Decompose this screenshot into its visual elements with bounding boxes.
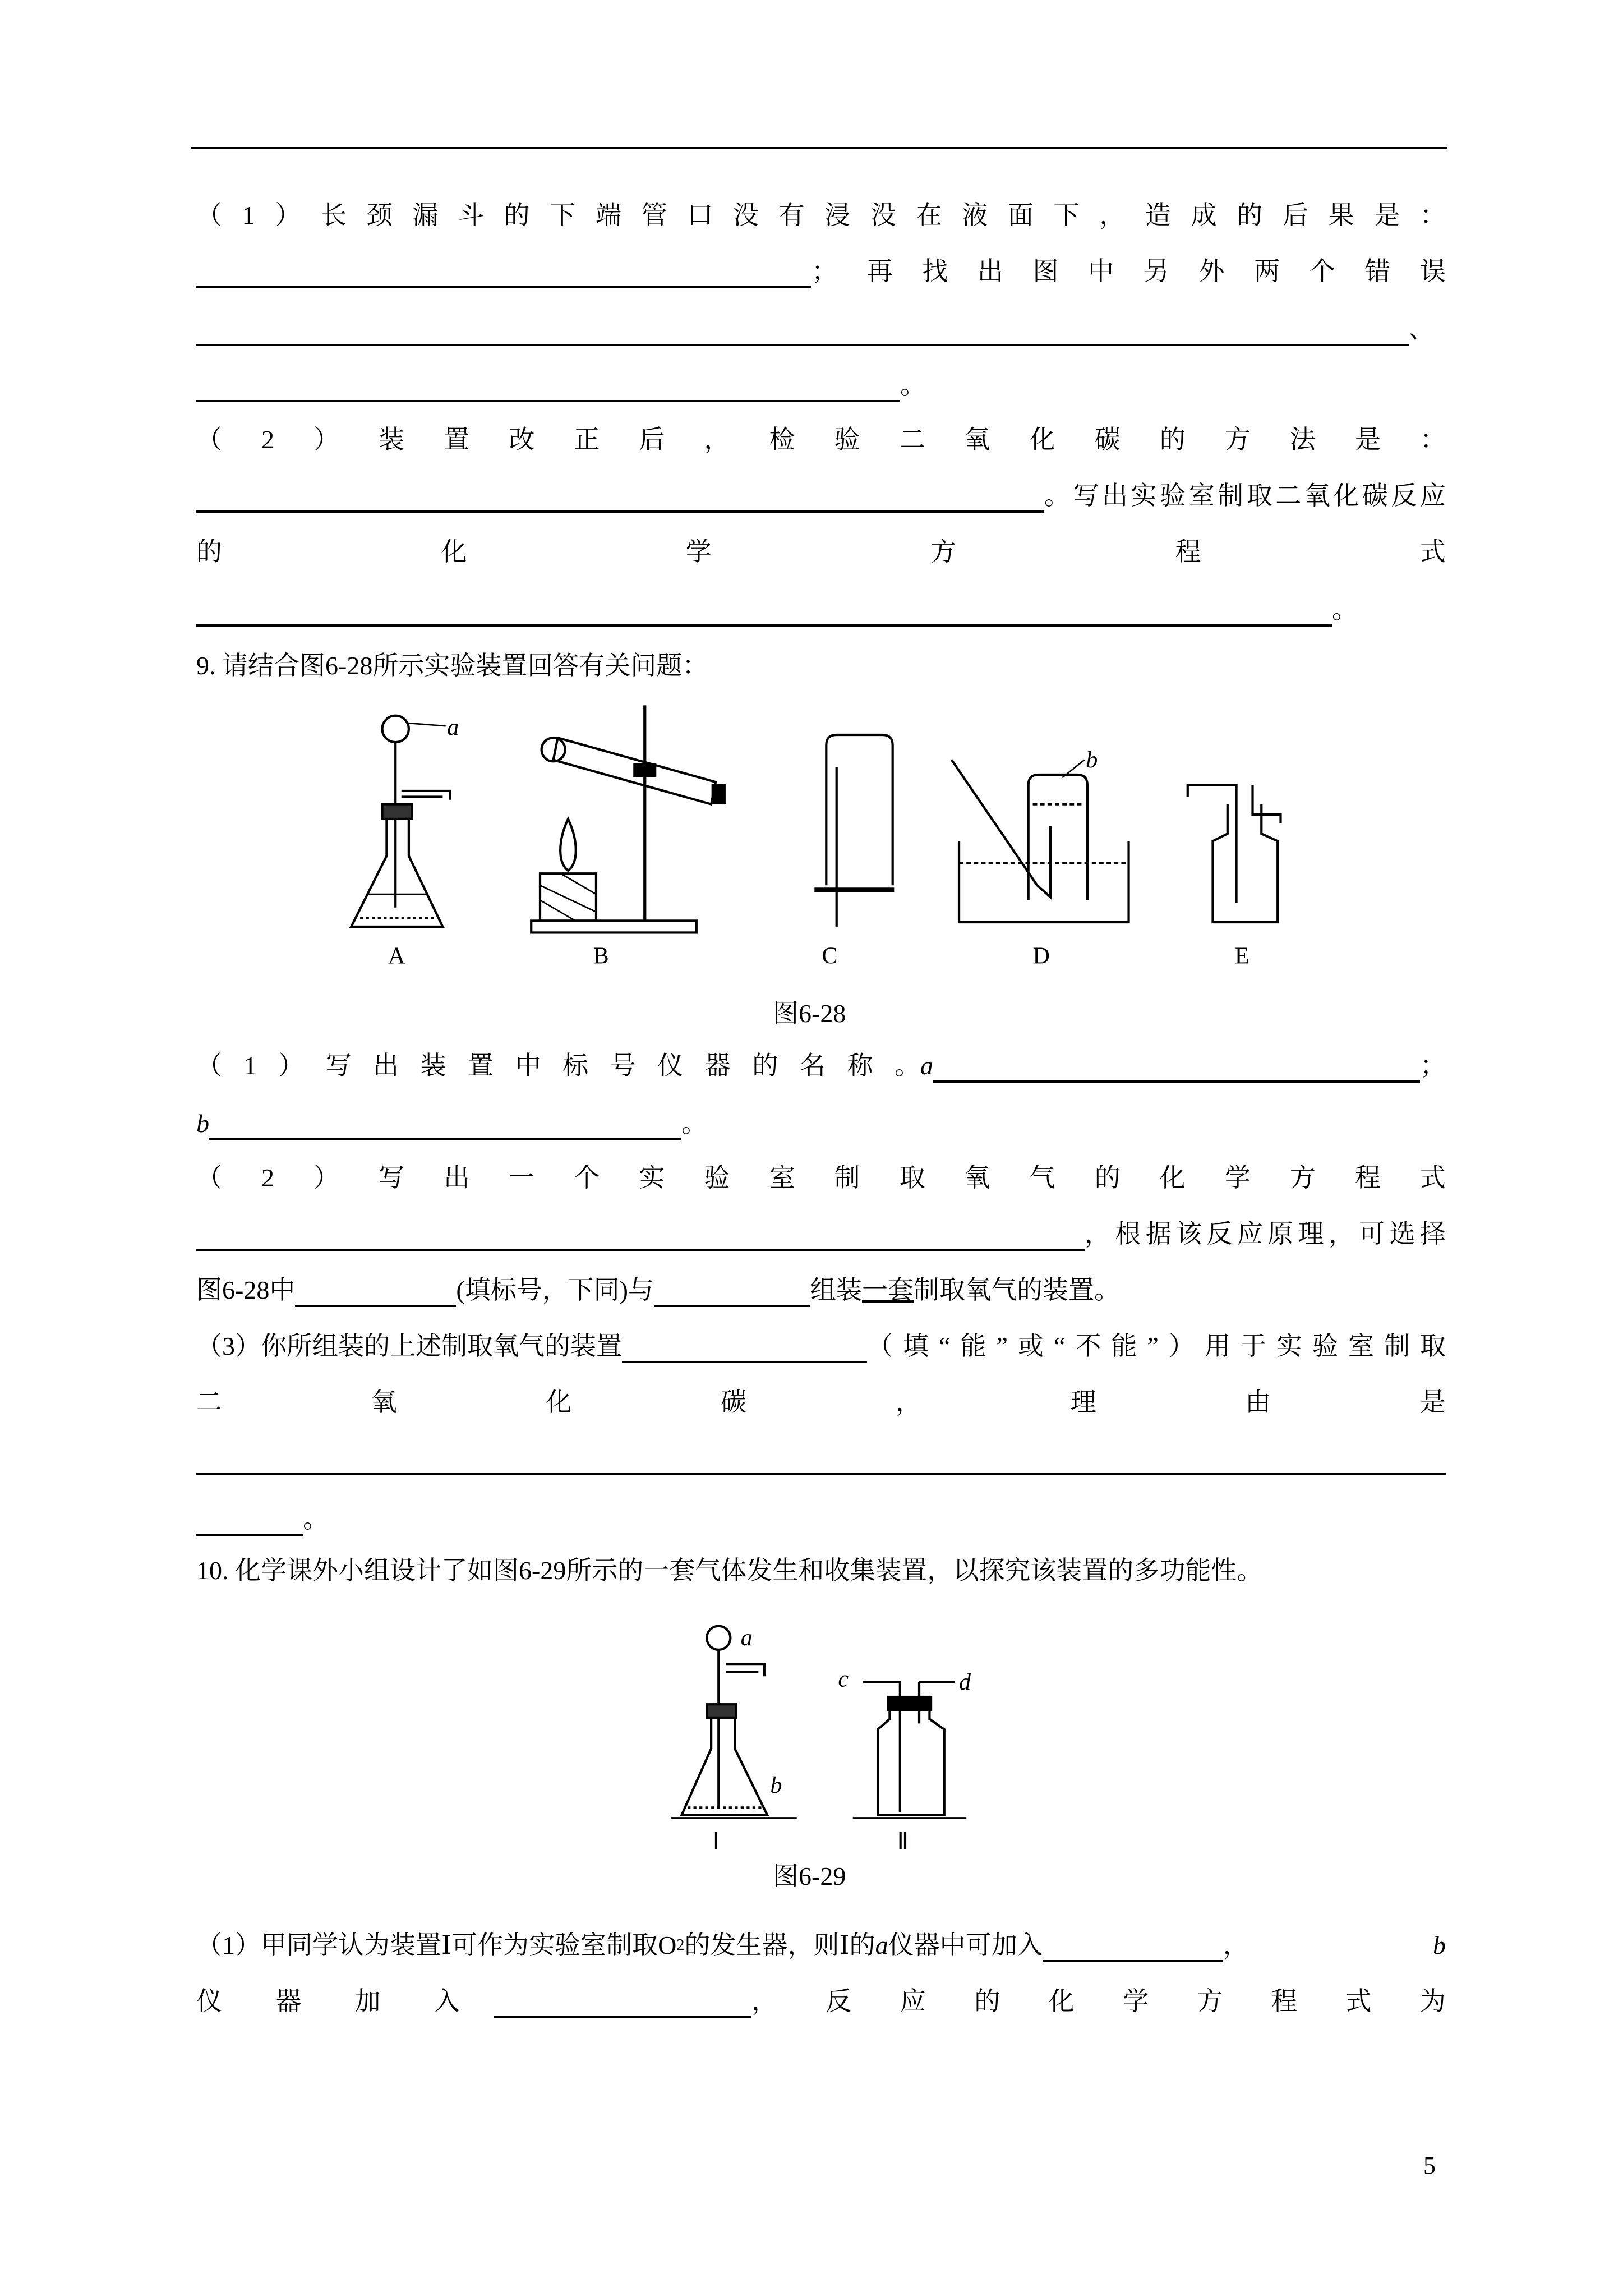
answer-blank[interactable] xyxy=(196,595,1332,627)
text: ；再找出图中另外两个错误 xyxy=(811,257,1446,286)
q8-p1-line2 xyxy=(196,252,1446,288)
text: 仪器中可加入 xyxy=(888,1931,1043,1959)
apparatus-e-gas-bottle xyxy=(1188,785,1281,922)
q10-p1-line2 xyxy=(196,1982,1446,2018)
italic-a: a xyxy=(875,1931,888,1959)
text: 。 xyxy=(681,1109,707,1138)
text: 。 xyxy=(900,371,926,399)
text: 一套 xyxy=(861,1276,914,1304)
q9-p3-line2 xyxy=(196,1383,1446,1419)
text: 图6-28中 xyxy=(196,1276,296,1304)
text: 仪器加入 xyxy=(196,1987,460,2016)
marker-a-label: a xyxy=(447,714,459,740)
q8-p2-line4 xyxy=(196,591,1446,627)
q9-p2-line3 xyxy=(196,1271,1446,1307)
text: 。 xyxy=(303,1504,329,1533)
apparatus-ii-collector xyxy=(838,1667,971,1818)
apparatus-c-bottle xyxy=(814,735,894,927)
text: （1）甲同学认为装置Ⅰ可作为实验室制取O xyxy=(196,1931,677,1959)
answer-blank[interactable] xyxy=(1043,1931,1223,1962)
answer-blank[interactable] xyxy=(196,257,811,288)
label-ii: Ⅱ xyxy=(897,1828,909,1855)
q9-p2-line1 xyxy=(196,1159,1446,1195)
answer-blank[interactable] xyxy=(196,1444,1446,1475)
q8-p2-line2 xyxy=(196,477,1446,513)
apparatus-a-flask xyxy=(351,715,459,927)
label-e: E xyxy=(1234,943,1249,969)
text: 二氧化碳，理由是 xyxy=(196,1388,1446,1416)
text: ，根据该反应原理，可选择 xyxy=(1085,1220,1446,1248)
figure-6-28-caption: 图6-28 xyxy=(773,999,846,1028)
answer-blank[interactable] xyxy=(196,1504,303,1536)
q9-title xyxy=(196,647,1446,683)
q8-p1-line4 xyxy=(196,366,1446,402)
q8-p2-line3 xyxy=(196,533,1446,569)
text: 9. 请结合图6-28所示实验装置回答有关问题： xyxy=(196,651,708,680)
q9-p2-line2 xyxy=(196,1215,1446,1251)
text: （填“能”或“不能”）用于实验室制取 xyxy=(867,1332,1446,1360)
label-a: A xyxy=(388,943,405,969)
text: ，反应的化学方程式为 xyxy=(751,1987,1446,2016)
answer-blank-b[interactable] xyxy=(209,1109,681,1140)
marker-b-label: b xyxy=(770,1773,782,1799)
q9-p3-line3 xyxy=(196,1439,1446,1475)
apparatus-b-heating xyxy=(531,705,725,932)
answer-blank[interactable] xyxy=(196,1220,1085,1251)
answer-blank[interactable] xyxy=(196,481,1044,513)
q9-p1-line2 xyxy=(196,1105,1446,1140)
answer-blank[interactable] xyxy=(196,315,1409,346)
answer-blank-a[interactable] xyxy=(933,1051,1420,1083)
apparatus-i-generator xyxy=(671,1625,797,1818)
text: （1）写出装置中标号仪器的名称。 xyxy=(196,1051,920,1080)
text: （2）装置改正后，检验二氧化碳的方法是： xyxy=(196,425,1446,454)
text: 制取氧气的装置。 xyxy=(913,1276,1120,1304)
subscript: 2 xyxy=(676,1936,685,1954)
text: 的发生器，则Ⅰ的 xyxy=(684,1931,875,1959)
page-number: 5 xyxy=(1423,2152,1436,2179)
q8-p1-line3 xyxy=(196,310,1446,346)
text: 的化学方程式 xyxy=(196,537,1446,566)
figure-6-29-caption: 图6-29 xyxy=(773,1862,846,1890)
q10-p1-line1 xyxy=(196,1926,1446,1962)
italic-b: b xyxy=(1433,1931,1446,1959)
text: 10. 化学课外小组设计了如图6-29所示的一套气体发生和收集装置，以探究该装置的多功能性。 xyxy=(196,1556,1263,1585)
answer-blank[interactable] xyxy=(622,1332,867,1363)
q9-p1-line1 xyxy=(196,1047,1446,1083)
label-b: B xyxy=(593,943,609,969)
marker-b-label: b xyxy=(1086,747,1098,773)
label-c: C xyxy=(822,943,838,969)
figure-6-28-labels xyxy=(388,944,1249,969)
q8-p2-line1 xyxy=(196,421,1446,457)
text: （2）写出一个实验室制取氧气的化学方程式 xyxy=(196,1163,1446,1192)
text: 。写出实验室制取二氧化碳反应 xyxy=(1044,481,1446,510)
answer-blank[interactable] xyxy=(196,371,900,402)
q9-p3-line4 xyxy=(196,1500,1446,1536)
answer-blank[interactable] xyxy=(654,1276,810,1307)
text: 组装 xyxy=(810,1276,862,1304)
italic-a: a xyxy=(920,1051,933,1080)
q9-p3-line1 xyxy=(196,1327,1446,1363)
q10-title xyxy=(196,1552,1446,1588)
label-i: Ⅰ xyxy=(712,1828,720,1855)
italic-b: b xyxy=(196,1109,209,1138)
marker-a-label: a xyxy=(740,1625,753,1651)
q8-p1-line1 xyxy=(196,196,1446,232)
marker-d-label: d xyxy=(959,1669,971,1695)
answer-blank[interactable] xyxy=(494,1987,751,2018)
figure-6-29-labels xyxy=(713,1829,909,1855)
answer-blank[interactable] xyxy=(295,1276,456,1307)
text: （1）长颈漏斗的下端管口没有浸没在液面下，造成的后果是： xyxy=(196,201,1446,229)
text: ； xyxy=(1420,1051,1446,1080)
text: ， xyxy=(1223,1931,1249,1959)
label-d: D xyxy=(1032,943,1050,969)
text: 。 xyxy=(1332,595,1358,624)
text: （3）你所组装的上述制取氧气的装置 xyxy=(196,1332,622,1360)
marker-c-label: c xyxy=(838,1666,849,1692)
text: (填标号，下同)与 xyxy=(456,1276,654,1304)
header-rule xyxy=(191,147,1447,149)
text: 、 xyxy=(1409,315,1435,343)
apparatus-d-water-trough xyxy=(952,747,1129,922)
